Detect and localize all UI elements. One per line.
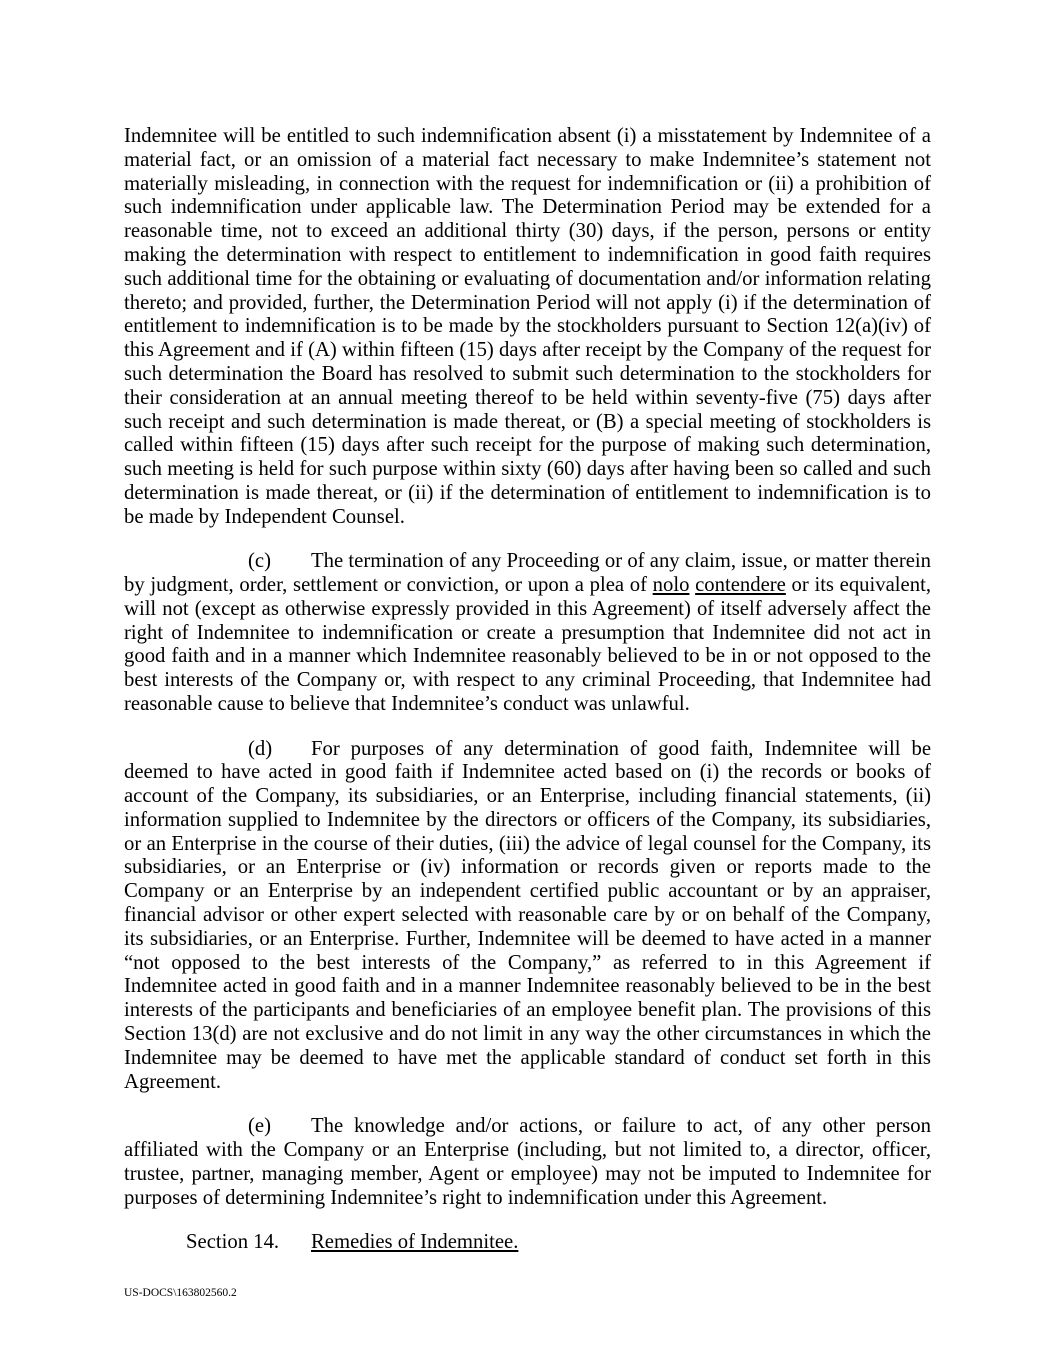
section-14-number: Section 14. (186, 1231, 280, 1254)
continuation-paragraph (124, 125, 931, 530)
nolo-term: nolo (652, 574, 690, 597)
continuation-paragraph-text: Indemnitee will be entitled to such indemnification absent (i) a misstatement by Indemnitee of a material fact, or an omission of a material fact necessary to make Indemnitee’s statement not materially misleading, in connection with the request for indemnification or (ii) a prohibition of such indemnification under applicable law. The Determination Period may be extended for a reasonable time, not to exceed an additional thirty (30) days, if the person, persons or entity making the determination with respect to entitlement to indemnification in good faith requires such additional time for the obtaining or evaluating of documentation and/or information relating thereto; and provided, further, the Determination Period will not apply (i) if the determination of entitlement to indemnification is to be made by the stockholders pursuant to Section 12(a)(iv) of this Agreement and if (A) within fifteen (15) days after receipt by the Company of the request for such determination the Board has resolved to submit such determination to the stockholders for their consideration at an annual meeting thereof to be held within seventy-five (75) days after such receipt and such determination is made thereat, or (B) a special meeting of stockholders is called within fifteen (15) days after such receipt for the purpose of making such determination, such meeting is held for such purpose within sixty (60) days after having been so called and such determination is made thereat, or (ii) if the determination of entitlement to indemnification is to be made by Independent Counsel. (124, 125, 931, 528)
paragraph-c-text-after: or its equivalent, will not (except as otherwise expressly provided in this Agreement) of itself adversely affect the right of Indemnitee to indemnification or create a presumption that Indemnitee did not act in good faith and in a manner which Indemnitee reasonably believed to be in or not opposed to the best interests of the Company or, with respect to any criminal Proceeding, that Indemnitee had reasonable cause to believe that Indemnitee’s conduct was unlawful. (124, 574, 931, 716)
paragraph-c (124, 550, 931, 717)
paragraph-e (124, 1115, 931, 1210)
contendere-term: contendere (695, 574, 786, 597)
document-body (124, 125, 931, 1276)
paragraph-d-text: For purposes of any determination of good faith, Indemnitee will be deemed to have acted in good faith if Indemnitee acted based on (i) the records or books of account of the Company, its subsidiaries, or an Enterprise, including financial statements, (ii) information supplied to Indemnitee by the directors or officers of the Company, its subsidiaries, or an Enterprise in the course of their duties, (iii) the advice of legal counsel for the Company, its subsidiaries, or an Enterprise or (iv) information or records given or reports made to the Company or an Enterprise by an independent certified public accountant or by an appraiser, financial advisor or other expert selected with reasonable care by or on behalf of the Company, its subsidiaries, or an Enterprise. Further, Indemnitee will be deemed to have acted in a manner “not opposed to the best interests of the Company,” as referred to in this Agreement if Indemnitee acted in good faith and in a manner Indemnitee reasonably believed to be in the best interests of the participants and beneficiaries of an employee benefit plan. The provisions of this Section 13(d) are not exclusive and do not limit in any way the other circumstances in which the Indemnitee may be deemed to have met the applicable standard of conduct set forth in this Agreement. (124, 737, 931, 1093)
paragraph-e-text: The knowledge and/or actions, or failure to act, of any other person affiliated with the Company or an Enterprise (including, but not limited to, a director, officer, trustee, partner, managing member, Agent or employee) may not be imputed to Indemnitee for purposes of determining Indemnitee’s right to indemnification under this Agreement. (124, 1115, 931, 1209)
paragraph-d (124, 738, 931, 1095)
footer-doc-id: US-DOCS\163802560.2 (124, 1287, 237, 1299)
section-14-heading (124, 1231, 931, 1255)
paragraph-c-text-before: The termination of any Proceeding or of any claim, issue, or matter therein by judgment, order, settlement or conviction, or upon a plea of (124, 550, 931, 597)
section-14-title: Remedies of Indemnitee. (311, 1231, 519, 1254)
paragraph-e-label: (e) (248, 1115, 271, 1138)
paragraph-d-label: (d) (248, 737, 273, 760)
paragraph-c-label: (c) (248, 550, 271, 573)
